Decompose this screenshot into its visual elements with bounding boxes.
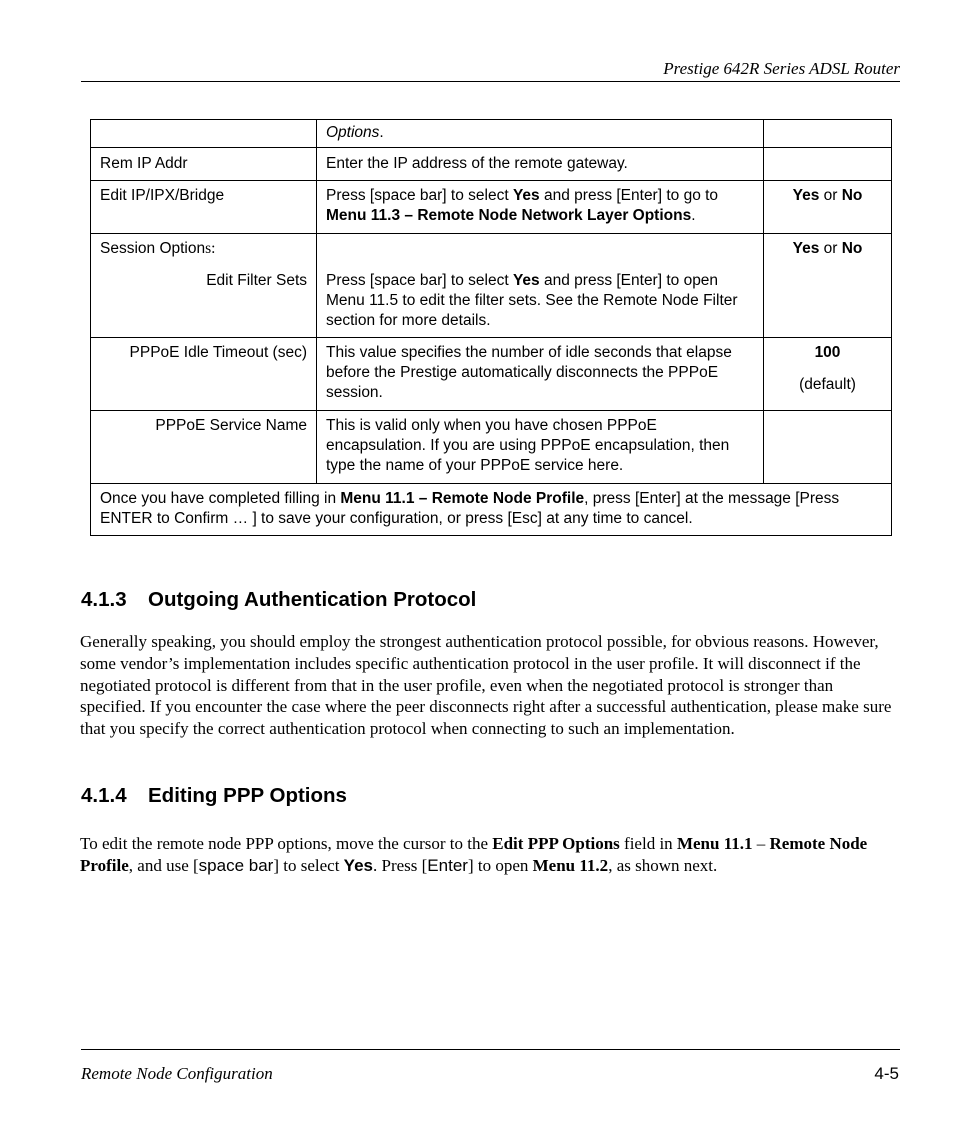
description-cell: Press [space bar] to select Yes and press [Enter] to go to Menu 11.3 – Remote Node Network Layer Options. bbox=[317, 181, 764, 234]
editing-ppp-paragraph: To edit the remote node PPP options, move the cursor to the Edit PPP Options field in Menu 11.1 – Remote Node Profile, and use [space bar] to select Yes. Press [Enter] to open Menu 11.2, as shown next. bbox=[80, 834, 868, 875]
running-header: Prestige 642R Series ADSL Router bbox=[663, 59, 900, 78]
footer-chapter: Remote Node Configuration bbox=[81, 1064, 273, 1083]
description-cell: Enter the IP address of the remote gateway. bbox=[317, 148, 764, 181]
footer-rule bbox=[81, 1049, 900, 1050]
table-row bbox=[91, 411, 892, 484]
options-cell bbox=[764, 411, 892, 484]
field-cell bbox=[91, 120, 317, 148]
header-rule bbox=[81, 81, 900, 82]
session-options-label: Session Options: bbox=[100, 240, 216, 257]
description-cell: This value specifies the number of idle seconds that elapse before the Prestige automatically disconnects the PPPoE session. bbox=[317, 338, 764, 411]
field-cell: PPPoE Service Name bbox=[91, 411, 317, 484]
edit-filter-sets-label: Edit Filter Sets bbox=[206, 272, 307, 289]
section-heading-editing-ppp: 4.1.4 Editing PPP Options bbox=[81, 784, 347, 807]
field-cell bbox=[91, 234, 317, 338]
options-cell bbox=[764, 338, 892, 411]
options-cell: Yes or No bbox=[764, 181, 892, 234]
table-row bbox=[91, 234, 892, 338]
description-cell: Press [space bar] to select Yes and press [Enter] to open Menu 11.5 to edit the filter sets. See the Remote Node Filter section for more details. bbox=[317, 234, 764, 338]
table-row bbox=[91, 148, 892, 181]
options-cell bbox=[764, 120, 892, 148]
outgoing-auth-paragraph: Generally speaking, you should employ the strongest authentication protocol possible, for obvious reasons. However, some vendor’s implementation includes specific authentication protocol in the user profile. It will disconnect if the negotiated protocol is different from that in the user profile, even when the negotiated protocol is stronger than specified. If you encounter the case where the peer disconnects right after a successful authentication, please make sure that you specify the correct authentication protocol when connecting to such an implementation. bbox=[80, 632, 892, 739]
description-cell: Options. bbox=[317, 120, 764, 148]
field-description-table bbox=[90, 119, 892, 536]
table-row bbox=[91, 181, 892, 234]
note-cell: Once you have completed filling in Menu 11.1 – Remote Node Profile, press [Enter] at the message [Press ENTER to Confirm … ] to save your configuration, or press [Esc] at any time to cancel. bbox=[91, 484, 892, 536]
field-cell: Rem IP Addr bbox=[91, 148, 317, 181]
table-note-row bbox=[91, 484, 892, 536]
section-heading-outgoing-auth: 4.1.3 Outgoing Authentication Protocol bbox=[81, 588, 477, 611]
options-text: Options bbox=[326, 124, 380, 141]
options-cell bbox=[764, 148, 892, 181]
field-cell: PPPoE Idle Timeout (sec) bbox=[91, 338, 317, 411]
table-row bbox=[91, 120, 892, 148]
field-cell: Edit IP/IPX/Bridge bbox=[91, 181, 317, 234]
default-value: 100 bbox=[814, 344, 841, 361]
table-row bbox=[91, 338, 892, 411]
page-number: 4-5 bbox=[874, 1064, 899, 1083]
description-cell: This is valid only when you have chosen PPPoE encapsulation. If you are using PPPoE encapsulation, then type the name of your PPPoE service here. bbox=[317, 411, 764, 484]
default-note: (default) bbox=[799, 376, 856, 393]
options-cell: Yes or No bbox=[764, 234, 892, 338]
